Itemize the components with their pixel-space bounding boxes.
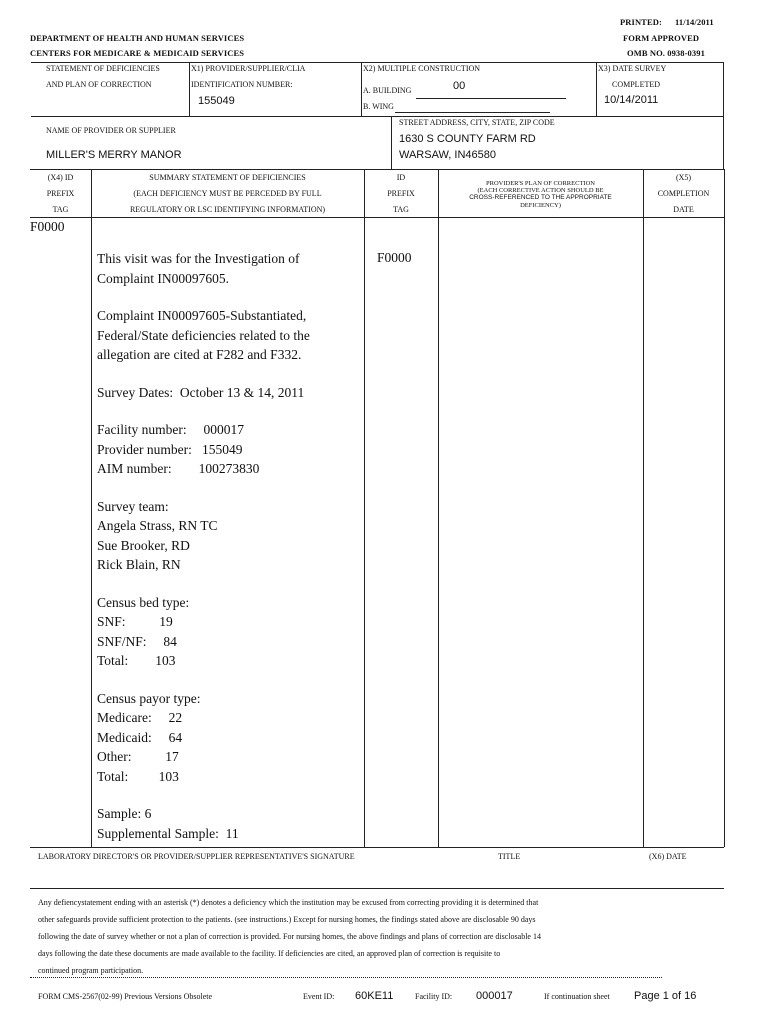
address-city: WARSAW, IN46580 (399, 149, 496, 161)
x4-header-1: (X4) ID (47, 173, 74, 182)
omb-number: OMB NO. 0938-0391 (627, 48, 705, 58)
statement-line: Angela Strass, RN TC (97, 518, 218, 533)
event-id-label: Event ID: (303, 992, 335, 1001)
identification-label: IDENTIFICATION NUMBER: (191, 80, 293, 89)
x4-header-2: PREFIX (46, 189, 75, 198)
building-label: A. BUILDING (363, 86, 412, 95)
summary-header-2: (EACH DEFICIENCY MUST BE PERCEDED BY FULL (133, 189, 322, 198)
statement-line: Medicaid: 64 (97, 729, 183, 745)
event-id-value: 60KE11 (355, 990, 394, 1002)
id-header-2: PREFIX (387, 189, 415, 198)
printed-date: 11/14/2011 (675, 17, 714, 27)
statement-paragraph (97, 383, 362, 403)
statement-line: Survey Dates: October 13 & 14, 2011 (97, 384, 305, 400)
statement-line: Provider number: 155049 (97, 441, 243, 457)
completed-label: COMPLETED (612, 80, 660, 89)
statement-line: Census bed type: (97, 594, 190, 610)
summary-header-3: REGULATORY OR LSC IDENTIFYING INFORMATION) (129, 205, 326, 214)
x4-header-3: TAG (52, 205, 69, 214)
statement-line: SNF/NF: 84 (97, 633, 177, 649)
summary-header-1: SUMMARY STATEMENT OF DEFICIENCIES (149, 173, 306, 182)
statement-line: Survey team: (97, 498, 169, 514)
statement-line: Census payor type: (97, 690, 201, 706)
statement-paragraph (97, 249, 362, 288)
address-street: 1630 S COUNTY FARM RD (399, 133, 536, 145)
statement-line: AIM number: 100273830 (97, 461, 260, 476)
statement-line: Complaint IN00097605-Substantiated, (97, 308, 307, 323)
statement-line: Rick Blain, RN (97, 557, 181, 572)
statement-paragraph (97, 804, 362, 843)
wing-label: B. WING (363, 102, 394, 111)
printed-label: PRINTED: (620, 17, 662, 27)
facility-id-label: Facility ID: (415, 992, 453, 1001)
right-tag: F0000 (377, 250, 412, 265)
footnote-line: following the date of survey whether or not a plan of correction is provided. For nursing homes, the above findings and plans of correction are disclosable 14 (38, 932, 541, 941)
footnote-line: Any defiencystatement ending with an asterisk (*) denotes a deficiency which the institution may be excused from correcting providing it is determined that (38, 898, 539, 907)
plan-header-4: DEFICIENCY) (520, 202, 561, 209)
id-header-3: TAG (393, 205, 409, 214)
statement-paragraph (97, 689, 362, 787)
department-name: DEPARTMENT OF HEALTH AND HUMAN SERVICES (30, 33, 245, 43)
footnote (38, 894, 728, 979)
statement-line: SNF: 19 (97, 614, 173, 629)
survey-date: 10/14/2011 (604, 94, 659, 106)
centers-name: CENTERS FOR MEDICARE & MEDICAID SERVICES (30, 48, 245, 58)
statement-line: Sue Brooker, RD (97, 537, 190, 553)
form-approved: FORM APPROVED (623, 33, 700, 43)
x3-label: X3) DATE SURVEY (598, 64, 667, 73)
address-label: STREET ADDRESS, CITY, STATE, ZIP CODE (399, 118, 555, 127)
statement-line: Medicare: 22 (97, 710, 183, 725)
page-number: Page 1 of 16 (634, 990, 697, 1002)
statement-line: Other: 17 (97, 749, 179, 764)
plan-header-3: CROSS-REFERENCED TO THE APPROPRIATE (469, 194, 612, 201)
deficiency-statement (97, 249, 362, 861)
id-header-1: ID (396, 173, 406, 182)
x5-header-3: DATE (673, 205, 694, 214)
footnote-line: other safeguards provide sufficient protection to the patients. (see instructions.) Except for nursing homes, the findings stated above are disclosable 90 days (38, 915, 536, 924)
statement-paragraph (97, 306, 362, 365)
footnote-line: days following the date these documents are made available to the facility. If deficiencies are cited, an approved plan of correction is requisite to (38, 949, 501, 958)
statement-label: STATEMENT OF DEFICIENCIES (46, 64, 160, 73)
building-value: 00 (453, 80, 466, 92)
statement-line: Complaint IN00097605. (97, 270, 229, 286)
x2-label: X2) MULTIPLE CONSTRUCTION (363, 64, 481, 73)
statement-paragraph (97, 420, 362, 479)
statement-paragraph (97, 497, 362, 575)
statement-line: Federal/State deficiencies related to the (97, 327, 310, 343)
facility-id-value: 000017 (476, 990, 513, 1002)
plan-header-1: PROVIDER'S PLAN OF CORRECTION (486, 180, 595, 187)
statement-paragraph (97, 593, 362, 671)
x5-header-2: COMPLETION (657, 189, 710, 198)
signature-label: LABORATORY DIRECTOR'S OR PROVIDER/SUPPLIER REPRESENTATIVE'S SIGNATURE (38, 852, 355, 861)
footnote-line: continued program participation. (38, 966, 144, 975)
date-label: (X6) DATE (649, 852, 687, 861)
statement-line: Facility number: 000017 (97, 422, 244, 437)
plan-header-2: (EACH CORRECTIVE ACTION SHOULD BE (477, 187, 604, 194)
statement-line: Total: 103 (97, 653, 176, 668)
statement-line: This visit was for the Investigation of (97, 251, 300, 266)
statement-line: Sample: 6 (97, 806, 152, 821)
title-label: TITLE (498, 852, 521, 861)
provider-name: MILLER'S MERRY MANOR (46, 149, 182, 161)
provider-label: NAME OF PROVIDER OR SUPPLIER (46, 126, 176, 135)
statement-line: Total: 103 (97, 768, 179, 784)
left-tag: F0000 (30, 219, 65, 234)
statement-line: allegation are cited at F282 and F332. (97, 347, 302, 362)
form-number: FORM CMS-2567(02-99) Previous Versions Obsolete (38, 992, 213, 1001)
x5-header-1: (X5) (675, 173, 692, 182)
x1-label: X1) PROVIDER/SUPPLIER/CLIA (191, 64, 306, 73)
statement-line: Supplemental Sample: 11 (97, 825, 239, 841)
continuation-label: If continuation sheet (544, 992, 610, 1001)
identification-number: 155049 (198, 95, 235, 107)
plan-of-correction-label: AND PLAN OF CORRECTION (46, 80, 152, 89)
